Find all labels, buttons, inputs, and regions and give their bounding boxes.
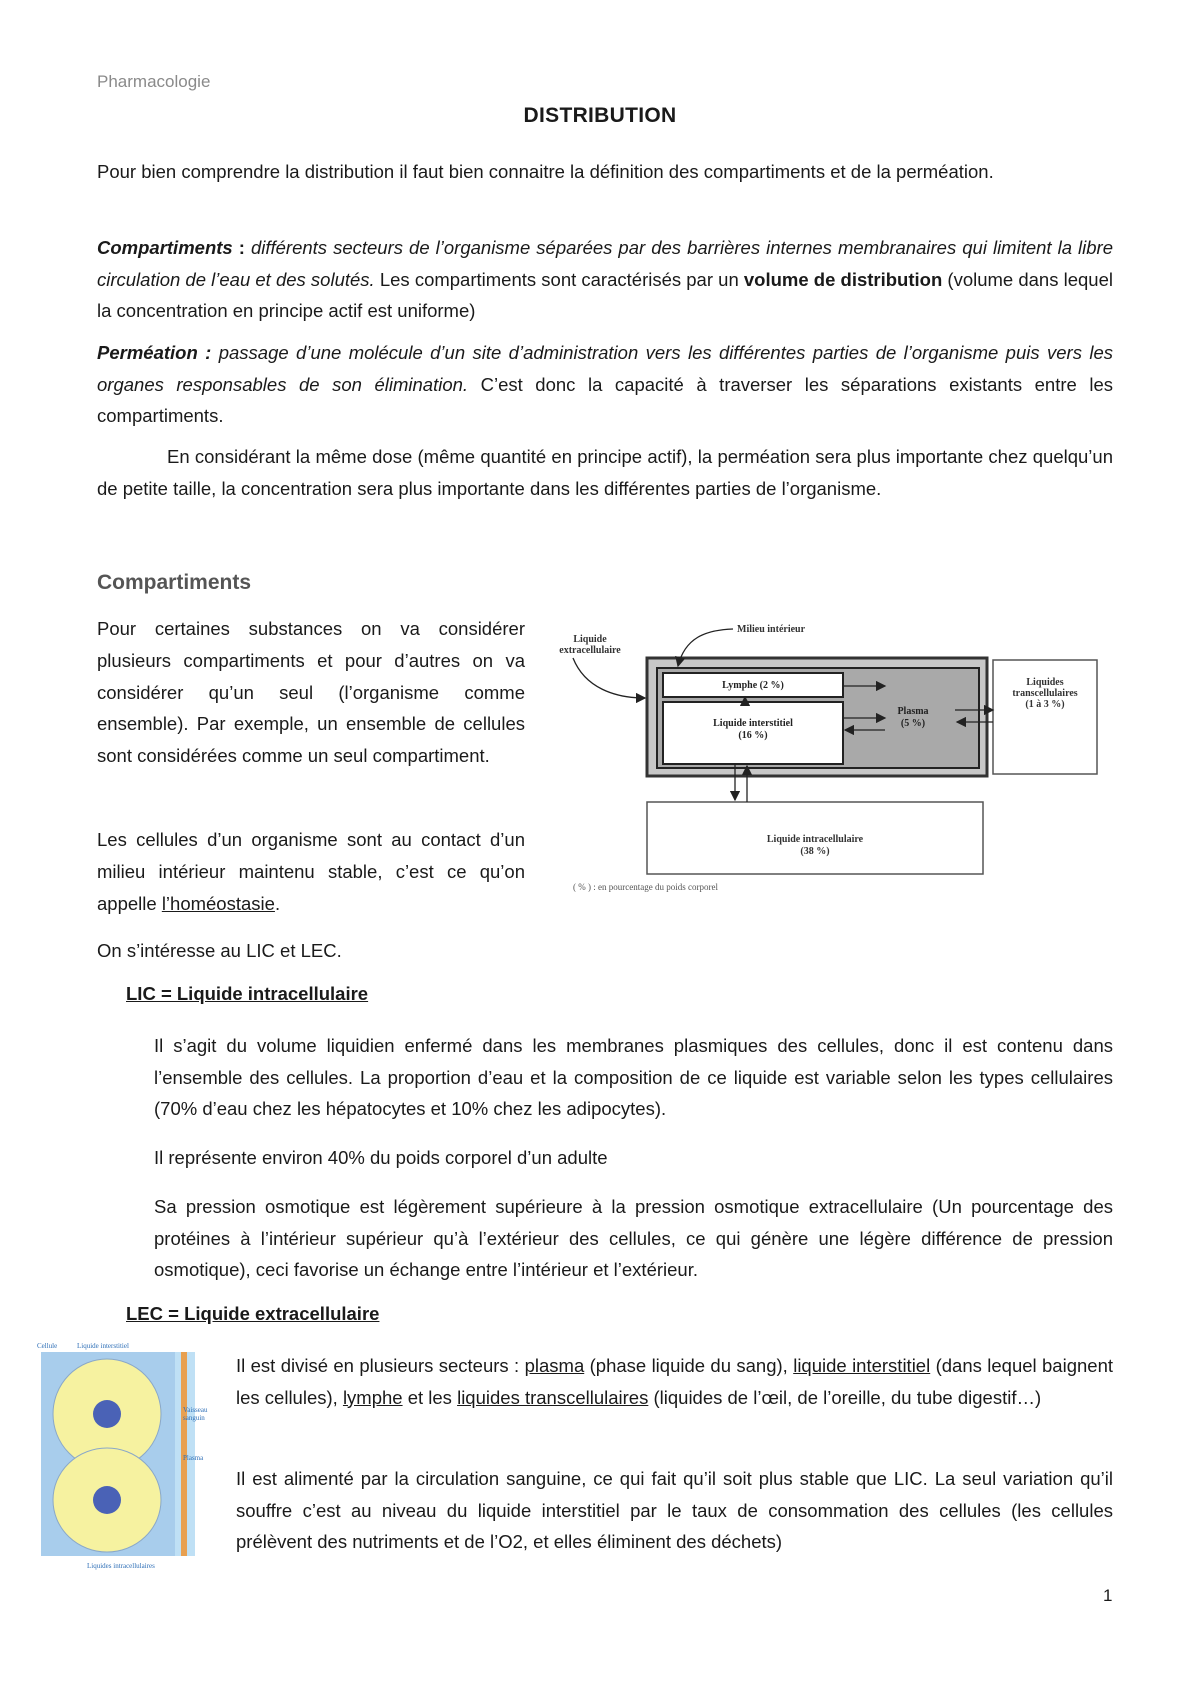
nucleus-top (93, 1400, 121, 1428)
label-liquides-intracellulaires: Liquides intracellulaires (87, 1562, 155, 1570)
compartments-diagram (545, 618, 1105, 898)
label-intra-1: Liquide intracellulaire (766, 834, 864, 845)
label-cellule: Cellule (37, 1342, 58, 1350)
label-interstitiel-2: (16 %) (738, 730, 768, 741)
page-header-subject: Pharmacologie (97, 72, 211, 91)
label-plasma: Plasma (183, 1454, 204, 1462)
term-lymphe: lymphe (342, 1386, 403, 1408)
page-title: DISTRIBUTION (523, 104, 677, 127)
term-volume-distribution: volume de distribution (743, 268, 943, 290)
label-liquide-interstitiel: Liquide interstitiel (77, 1342, 129, 1350)
lic-heading: LIC = Liquide intracellulaire (126, 983, 369, 1004)
definition-permeation (97, 337, 1113, 432)
definition-permeation-italic: passage d’une molécule d’un site d’administration vers les différentes parties de l’organisme puis vers les organes responsables de son élimination. (97, 342, 1113, 395)
label-trans-2: transcellulaires (1012, 688, 1078, 699)
lec-text-b: (phase liquide du sang), (584, 1355, 794, 1376)
definition-permeation-text: C’est donc la capacité à traverser les séparations existants entre les compartiments. (97, 373, 1113, 426)
homeostasie-period: . (274, 892, 281, 914)
lec-text-a: Il est divisé en plusieurs secteurs : (236, 1355, 525, 1376)
lic-paragraph-2: Il représente environ 40% du poids corporel d’un adulte (154, 1147, 608, 1168)
lic-paragraph-1: Il s’agit du volume liquidien enfermé dans les membranes plasmiques des cellules, donc il est contenu dans l’ensemble des cellules. La proportion d’eau et la composition de ce liquide est variable selon les types cellulaires (70% d’eau chez les hépatocytes et 10% chez les adipocytes). (154, 1035, 1113, 1119)
label-milieu-interieur: Milieu intérieur (737, 624, 806, 635)
diagram-caption: ( % ) : en pourcentage du poids corporel (573, 882, 718, 892)
label-intra-2: (38 %) (800, 846, 830, 857)
label-vaisseau-1: Vaisseau (183, 1406, 208, 1414)
label-plasma-2: (5 %) (900, 718, 926, 729)
label-lec-1: Liquide (573, 634, 607, 645)
label-interstitiel-1: Liquide interstitiel (713, 718, 793, 729)
intro-paragraph: Pour bien comprendre la distribution il faut bien connaitre la définition des compartiments et de la perméation. (97, 161, 994, 182)
lec-paragraph-1 (236, 1350, 1113, 1413)
definition-compartiments-text: Les compartiments sont caractérisés par un (374, 268, 744, 290)
label-plasma-1: Plasma (897, 706, 929, 717)
homeostasie-term: l’homéostasie (161, 892, 275, 914)
lec-paragraph-2: Il est alimenté par la circulation sanguine, ce qui fait qu’il soit plus stable que LIC. La seul variation qu’il souffre c’est au niveau du liquide interstitiel par le taux de consommation des cellules (les cellules prélèvent des nutriments et de l’O2, et elles éliminent des déchets) (236, 1468, 1113, 1552)
label-lec-2: extracellulaire (559, 645, 621, 656)
label-lymphe: Lymphe (2 %) (722, 680, 784, 691)
dose-paragraph: En considérant la même dose (même quantité en principe actif), la perméation sera plus importante chez quelqu’un de petite taille, la concentration sera plus importante dans les différentes parties de l’organisme. (97, 446, 1113, 499)
label-trans-1: Liquides (1026, 677, 1064, 688)
definition-compartiments-text2: (volume dans lequel la concentration en principe actif est uniforme) (97, 268, 1113, 321)
lec-heading: LEC = Liquide extracellulaire (126, 1303, 380, 1324)
page-number: 1 (1103, 1586, 1113, 1605)
term-liquides-transcellulaires: liquides transcellulaires (457, 1386, 649, 1408)
lec-text-c: (dans lequel baignent les cellules), (236, 1355, 1114, 1408)
section-heading-compartiments: Compartiments (97, 571, 252, 594)
definition-compartiments (97, 232, 1113, 327)
term-plasma: plasma (524, 1355, 585, 1376)
homeostasie-intro-text: Les cellules d’un organisme sont au contact d’un milieu intérieur maintenu stable, c’est ce qu’on appelle (97, 829, 525, 914)
term-separator: : (232, 237, 251, 258)
term-permeation: Perméation : (97, 342, 212, 363)
compartiments-paragraph-1: Pour certaines substances on va considérer plusieurs compartiments et pour d’autres on va considérer qu’un seul (l’organisme comme ensemble). Par exemple, un ensemble de cellules sont considérées comme un seul compartiment. (97, 618, 525, 767)
cell-figure (33, 1340, 217, 1570)
arrow-lec (573, 658, 645, 698)
lic-lec-intro: On s’intéresse au LIC et LEC. (97, 940, 342, 961)
nucleus-bottom (93, 1486, 121, 1514)
compartiments-paragraph-2 (97, 824, 525, 919)
term-compartiments: Compartiments (97, 237, 233, 258)
lec-text-d: et les (402, 1386, 458, 1408)
term-liquide-interstitiel: liquide interstitiel (793, 1355, 931, 1376)
label-trans-3: (1 à 3 %) (1025, 699, 1065, 710)
label-vaisseau-2: sanguin (183, 1414, 205, 1422)
lec-text-e: (liquides de l’œil, de l’oreille, du tube digestif…) (648, 1386, 1042, 1408)
lic-paragraph-3: Sa pression osmotique est légèrement supérieure à la pression osmotique extracellulaire (Un pourcentage des protéines à l’intérieur supérieur qu’à l’extérieur des cellules, ce qui génère une légère différence de pression osmotique), ceci favorise un échange entre l’intérieur et l’extérieur. (154, 1196, 1113, 1280)
definition-compartiments-italic: différents secteurs de l’organisme séparées par des barrières internes membranaires qui limitent la libre circulation de l’eau et des solutés. (97, 237, 1113, 290)
